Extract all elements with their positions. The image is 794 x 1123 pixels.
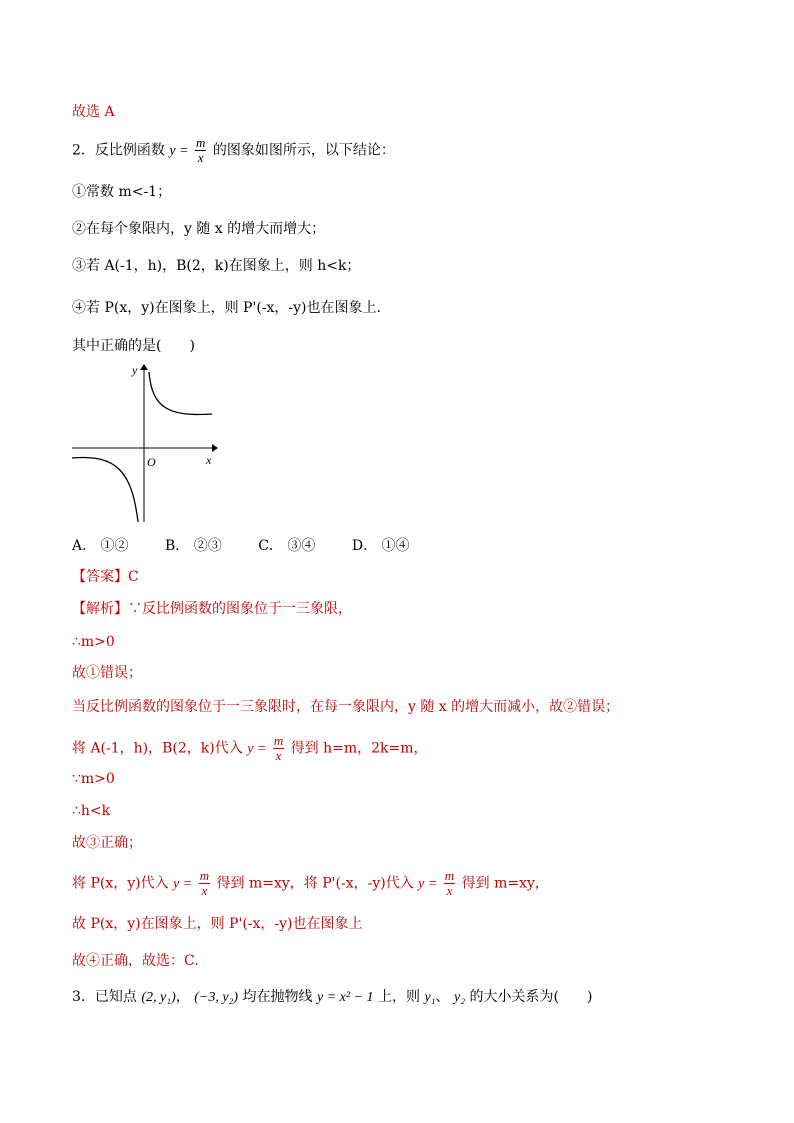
answer-key: 【答案】 bbox=[72, 569, 128, 585]
q3-stem bbox=[72, 987, 592, 1008]
q3-point-1: (2, y₁) bbox=[141, 990, 176, 1005]
analysis-5-frac-num: m bbox=[273, 733, 284, 748]
analysis-9-frac-num-a: m bbox=[199, 868, 210, 883]
q2-fraction bbox=[195, 136, 206, 165]
q2-stem-post: 的图象如图所示，以下结论： bbox=[212, 142, 395, 159]
answer-line bbox=[72, 567, 139, 587]
analysis-line-3: 故①错误； bbox=[72, 665, 142, 681]
option-d[interactable]: D． ①④ bbox=[351, 538, 410, 554]
prev-answer: 故选 A bbox=[72, 104, 115, 120]
x-axis-arrow bbox=[212, 444, 218, 452]
y-axis-label: y bbox=[132, 363, 138, 377]
answer-options bbox=[72, 536, 442, 556]
analysis-line-11: 故④正确，故选：C. bbox=[72, 953, 199, 969]
q2-stem-pre: 2．反比例函数 bbox=[72, 142, 165, 159]
analysis-text-1: ∵反比例函数的图象位于一三象限， bbox=[128, 601, 352, 617]
analysis-9-fraction-a bbox=[199, 869, 210, 898]
analysis-line-2: ∴m>0 bbox=[72, 634, 115, 650]
analysis-line-7: ∴h<k bbox=[72, 803, 111, 819]
x-axis-label: x bbox=[206, 453, 212, 467]
conclusion-2: ②在每个象限内，y 随 x 的增大而增大； bbox=[72, 221, 326, 237]
analysis-line-5 bbox=[72, 734, 428, 763]
analysis-key: 【解析】 bbox=[72, 601, 128, 617]
q3-y1: y₁ bbox=[424, 990, 436, 1005]
origin-label: O bbox=[147, 455, 156, 469]
analysis-9-frac-den-b: x bbox=[446, 883, 453, 898]
analysis-5-lhs: y = bbox=[247, 741, 267, 757]
hyperbola-branch-q3 bbox=[72, 457, 138, 522]
q3-dot: 、 bbox=[435, 989, 450, 1005]
q3-post2: 的大小关系为( ) bbox=[469, 989, 593, 1005]
analysis-line-10: 故 P(x，y)在图象上，则 P'(-x，-y)也在图象上 bbox=[72, 916, 363, 932]
y-axis-arrow bbox=[140, 364, 148, 370]
q2-stem bbox=[72, 136, 395, 165]
answer-value: C bbox=[128, 569, 139, 585]
analysis-9-post: 得到 m=xy， bbox=[461, 875, 549, 892]
conclusion-4: ④若 P(x，y)在图象上，则 P'(-x，-y)也在图象上． bbox=[72, 300, 391, 316]
option-b[interactable]: B． ②③ bbox=[165, 538, 222, 554]
analysis-5-fraction bbox=[273, 734, 284, 763]
q3-sep: ， bbox=[175, 989, 190, 1005]
analysis-5-pre: 将 A(-1，h)，B(2，k)代入 bbox=[72, 740, 243, 757]
q2-frac-num: m bbox=[196, 135, 206, 150]
analysis-line-9 bbox=[72, 869, 549, 898]
option-c[interactable]: C． ③④ bbox=[258, 538, 316, 554]
q2-frac-den: x bbox=[197, 150, 204, 165]
analysis-line-1 bbox=[72, 599, 352, 619]
q3-post1: 上，则 bbox=[377, 989, 420, 1005]
analysis-line-8: 故③正确； bbox=[72, 835, 142, 851]
hyperbola-graph bbox=[72, 362, 218, 524]
analysis-line-6: ∵m>0 bbox=[72, 771, 115, 787]
analysis-5-frac-den: x bbox=[275, 748, 282, 763]
analysis-9-frac-den-a: x bbox=[201, 883, 208, 898]
question-ask: 其中正确的是( ) bbox=[72, 338, 195, 354]
hyperbola-branch-q1 bbox=[149, 372, 212, 415]
analysis-line-4: 当反比例函数的图象位于一三象限时，在每一象限内，y 随 x 的增大而减小，故②错误； bbox=[72, 699, 620, 715]
analysis-9-fraction-b bbox=[444, 869, 455, 898]
q3-y2: y₂ bbox=[453, 990, 466, 1005]
conclusion-1: ①常数 m<-1； bbox=[72, 184, 172, 200]
option-a[interactable]: A． ①② bbox=[72, 538, 129, 554]
analysis-9-pre: 将 P(x，y)代入 bbox=[72, 875, 169, 892]
q3-mid: 均在抛物线 bbox=[242, 989, 313, 1005]
conclusion-3: ③若 A(-1，h)，B(2，k)在图象上，则 h<k； bbox=[72, 258, 361, 274]
analysis-5-post: 得到 h=m，2k=m， bbox=[290, 740, 428, 757]
q3-point-2: (−3, y₂) bbox=[194, 990, 239, 1005]
q2-func-lhs: y = bbox=[169, 143, 189, 159]
q3-parabola-eq: y = x² − 1 bbox=[317, 990, 374, 1005]
analysis-9-lhs-a: y = bbox=[173, 876, 193, 892]
q3-pre: 3．已知点 bbox=[72, 989, 137, 1005]
analysis-9-frac-num-b: m bbox=[444, 868, 455, 883]
analysis-9-lhs-b: y = bbox=[418, 876, 438, 892]
analysis-9-mid: 得到 m=xy，将 P'(-x，-y)代入 bbox=[216, 875, 414, 892]
